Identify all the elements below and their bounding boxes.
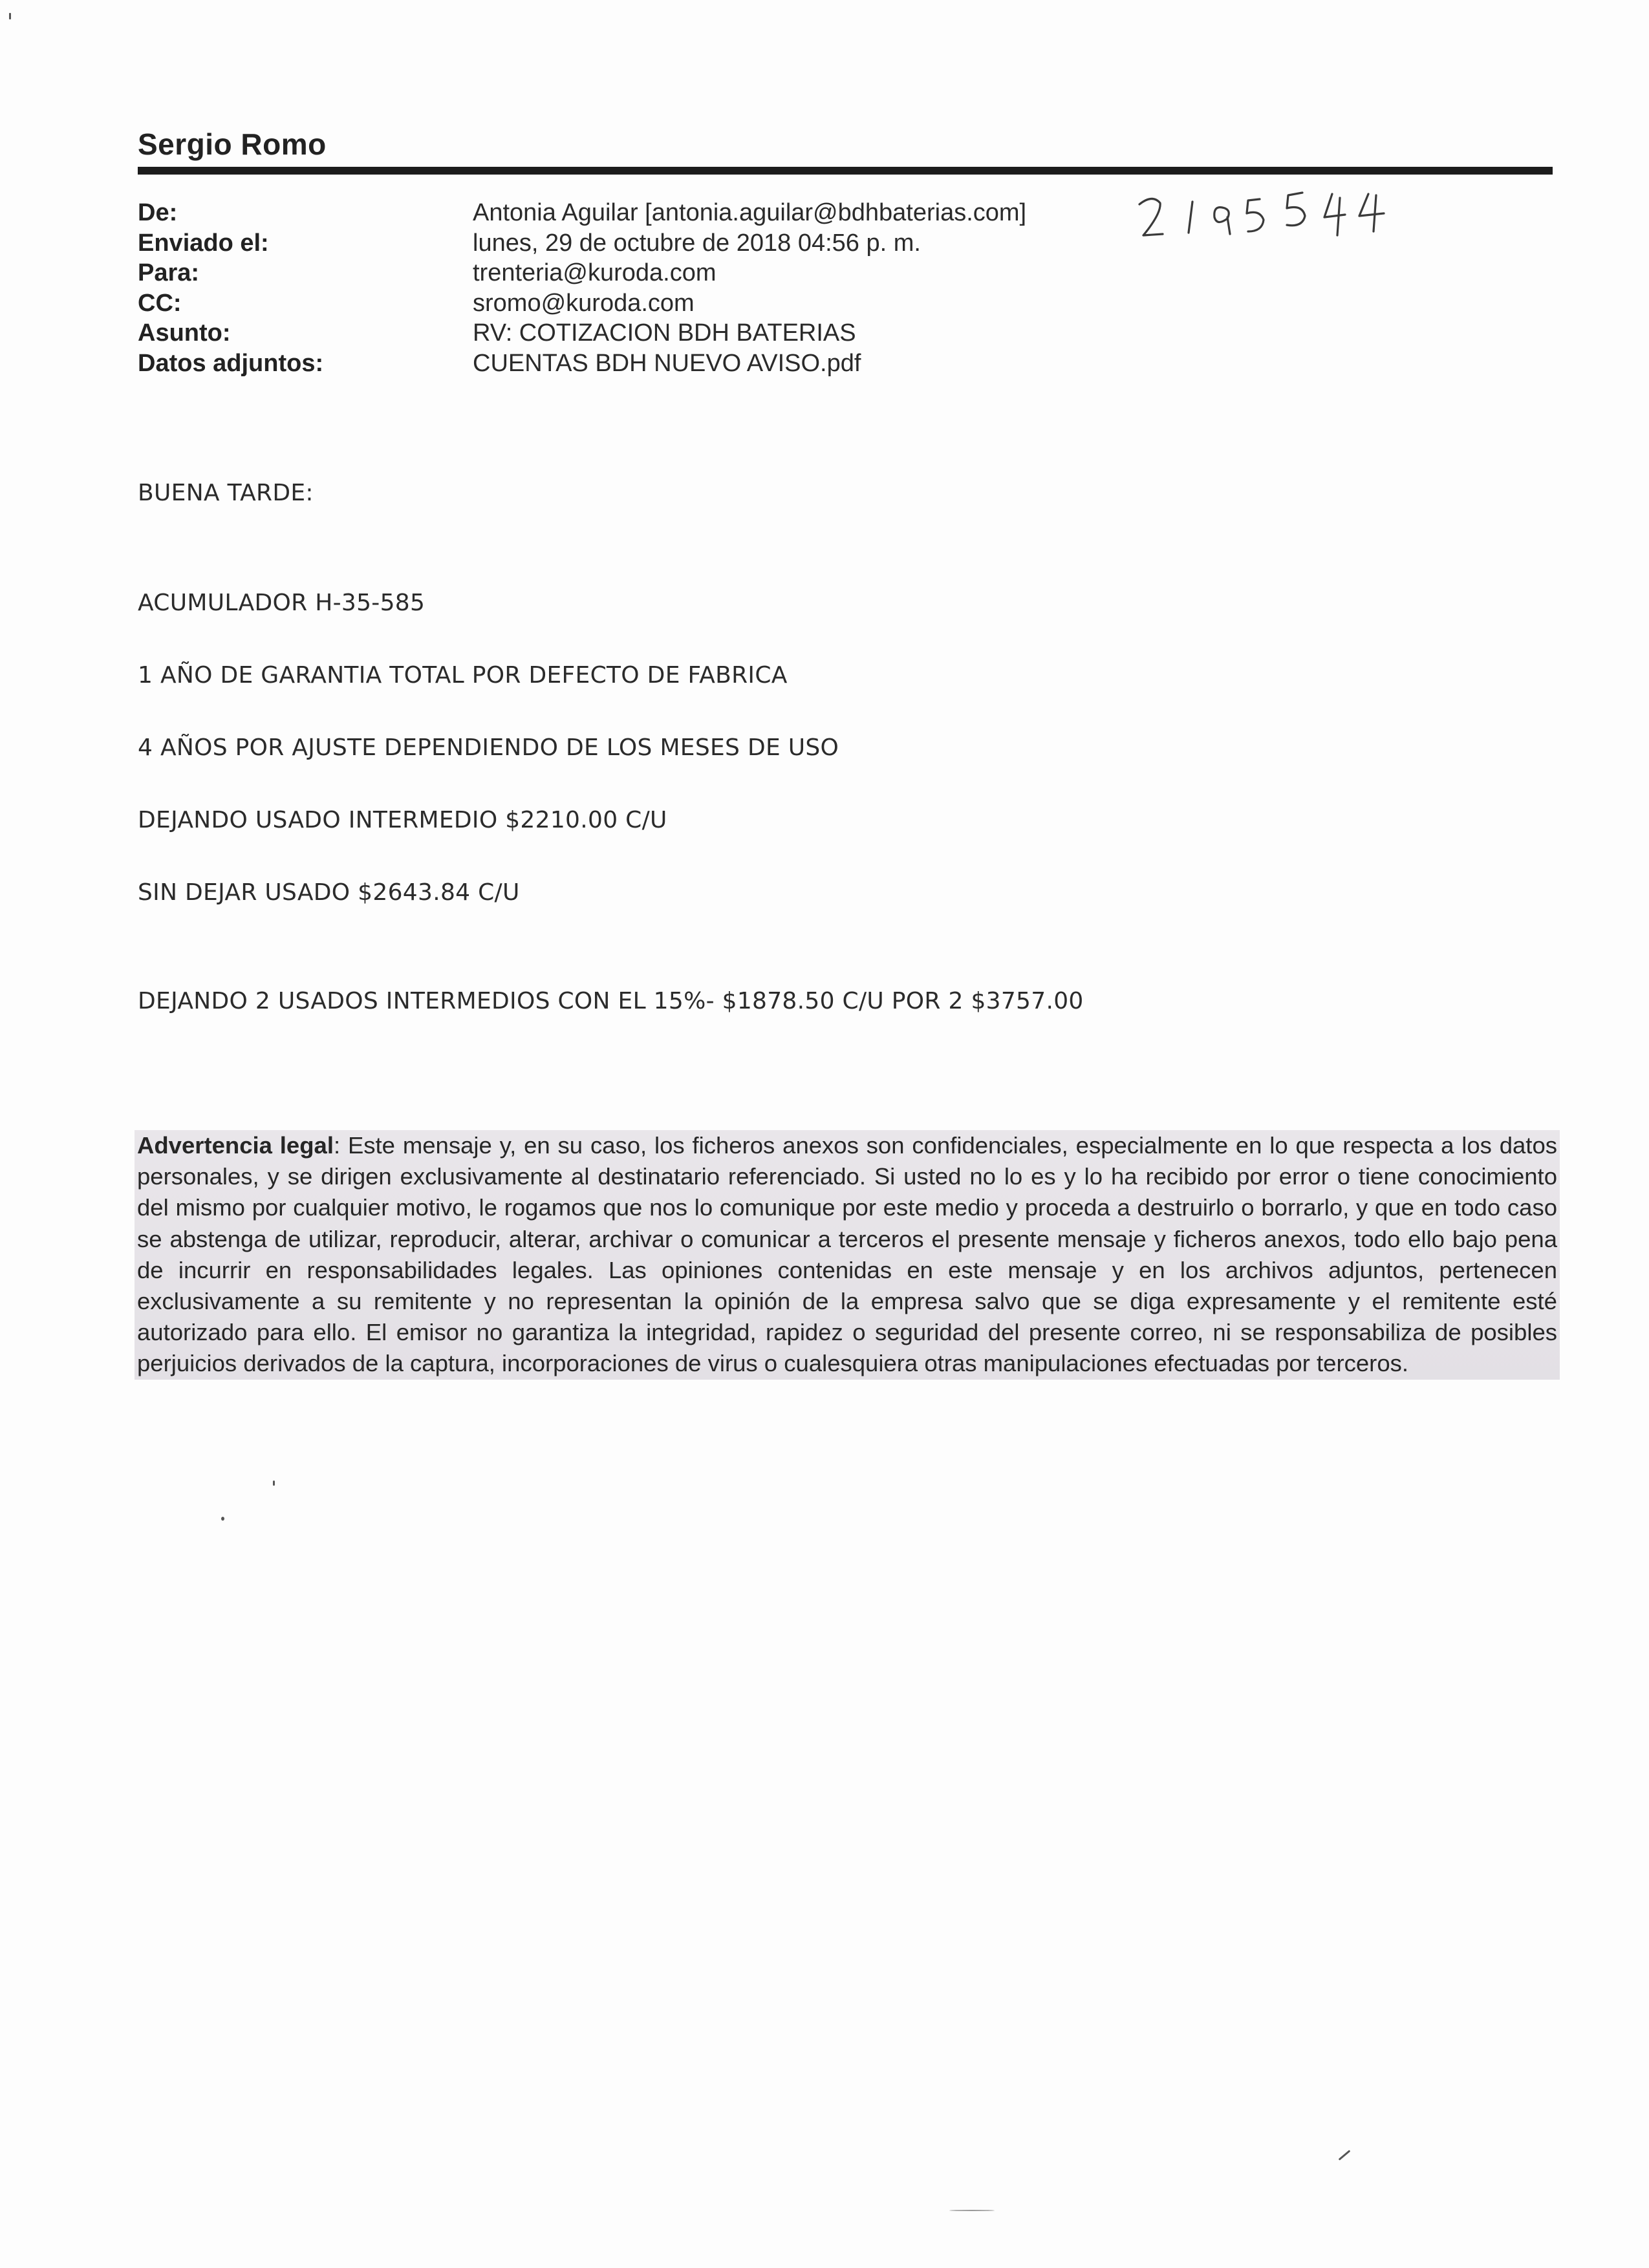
scan-speck [949,2210,995,2211]
attachments-value: CUENTAS BDH NUEVO AVISO.pdf [473,349,861,377]
attachments-label: Datos adjuntos: [138,349,324,377]
header-row-subject [138,318,1026,348]
from-label: De: [138,199,178,226]
handwritten-number [1133,185,1411,250]
scan-speck [1339,2150,1351,2160]
header-row-attachments [138,348,1026,379]
greeting-line: BUENA TARDE: [138,480,314,506]
from-value: Antonia Aguilar [antonia.aguilar@bdhbaterias.com] [473,199,1027,226]
to-value: trenteria@kuroda.com [473,259,717,286]
price-no-used-line: SIN DEJAR USADO $2643.84 C/U [138,879,520,906]
scan-speck [9,13,11,19]
email-header [138,198,1026,378]
mailbox-owner-name: Sergio Romo [138,127,327,161]
legal-disclaimer [135,1130,1560,1380]
legal-text: : Este mensaje y, en su caso, los ficheros anexos son confidenciales, especialmente en lo que respecta a los datos personales, y se dirigen exclusivamente al destinatario referenciado. Si usted no lo es y lo ha recibido por error o tiene conocimiento del mismo por cualquier motivo, le rogamos que nos lo comunique por este medio y proceda a destruirlo o borrarlo, y que en todo caso se abstenga de utilizar, reproducir, alterar, archivar o comunicar a terceros el presente mensaje y ficheros anexos, todo ello bajo pena de incurrir en responsabilidades legales. Las opiniones contenidas en este mensaje y en los archivos adjuntos, pertenecen exclusivamente a su remitente y no representan la opinión de la empresa salvo que se diga expresamente y el remitente esté autorizado para ello. El emisor no garantiza la integridad, rapidez o seguridad del presente correo, ni se responsabiliza de posibles perjuicios derivados de la captura, incorporaciones de virus o cualesquiera otras manipulaciones efectuadas por terceros. [137,1132,1557,1377]
price-two-used-line: DEJANDO 2 USADOS INTERMEDIOS CON EL 15%- $1878.50 C/U POR 2 $3757.00 [138,988,1084,1014]
price-used-line: DEJANDO USADO INTERMEDIO $2210.00 C/U [138,807,667,833]
sent-value: lunes, 29 de octubre de 2018 04:56 p. m. [473,229,921,257]
legal-label: Advertencia legal [137,1132,334,1159]
subject-value: RV: COTIZACION BDH BATERIAS [473,319,856,347]
scan-speck [273,1481,275,1486]
subject-label: Asunto: [138,319,231,347]
product-line: ACUMULADOR H-35-585 [138,590,426,616]
warranty-total-line: 1 AÑO DE GARANTIA TOTAL POR DEFECTO DE FABRICA [138,662,788,689]
cc-label: CC: [138,289,182,317]
cc-value: sromo@kuroda.com [473,289,695,317]
header-row-sent [138,228,1026,259]
warranty-adjust-line: 4 AÑOS POR AJUSTE DEPENDIENDO DE LOS MESES DE USO [138,734,839,761]
to-label: Para: [138,259,200,286]
header-row-cc [138,288,1026,319]
header-divider [138,167,1553,175]
sent-label: Enviado el: [138,229,269,257]
header-row-from [138,198,1026,228]
scan-speck [221,1517,224,1521]
header-row-to [138,258,1026,288]
